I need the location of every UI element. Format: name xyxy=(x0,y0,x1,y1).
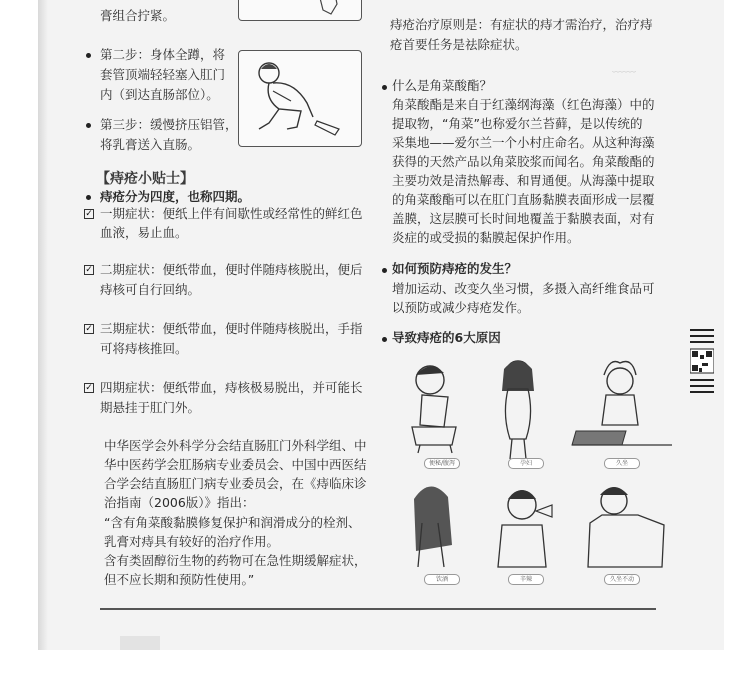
step2-line2: 套管顶端轻轻塞入肛门 xyxy=(100,67,226,82)
tips-title: 【痔疮小贴士】 xyxy=(96,171,194,187)
degree1-line1: 一期症状：便纸上伴有间歇性或经常性的鲜红色 xyxy=(100,206,363,221)
guideline-line1: 中华医学会外科学分会结直肠肛门外科学组、中 xyxy=(104,438,367,453)
degree1-line2: 血液，易止血。 xyxy=(100,225,188,240)
guideline-line6: 乳膏对痔具有较好的治疗作用。 xyxy=(104,534,280,549)
intro-line: 膏组合拧紧。 xyxy=(100,8,176,23)
cause-caption-6: 久坐不动 xyxy=(604,574,640,585)
step3-line2: 将乳膏送入直肠。 xyxy=(100,137,201,152)
q1-body-8: 炎症的或受损的黏膜起保护作用。 xyxy=(392,230,580,245)
q1-bullet xyxy=(382,85,387,90)
hand-figure-icon xyxy=(239,0,361,20)
degree4-line2: 期悬挂于肛门外。 xyxy=(100,400,201,415)
squat-figure-icon xyxy=(239,51,361,146)
guideline-line2: 华中医药学会肛肠病专业委员会、中国中西医结 xyxy=(104,457,367,472)
guideline-line8: 但不应长期和预防性使用。” xyxy=(104,572,255,587)
q1-body-7: 盖膜，这层膜可长时间地覆盖于黏膜表面，对有 xyxy=(392,211,655,226)
insert-illustration xyxy=(238,0,362,21)
guideline-line3: 合学会结直肠肛门病专业委员会，在《痔临床诊 xyxy=(104,476,367,491)
q1-body-2: 提取物，“角菜”也称爱尔兰苔藓，是以传统的 xyxy=(392,116,643,131)
guideline-line4: 治指南（2006版）》指出： xyxy=(104,495,255,510)
q1-body-4: 获得的天然产品以角菜胶浆而闻名。角菜酸酯的 xyxy=(392,154,655,169)
checkbox-icon: ✓ xyxy=(85,209,93,219)
cause-caption-2: 孕妇 xyxy=(508,458,544,469)
step2-line1: 第二步：身体全蹲，将 xyxy=(100,47,226,62)
principle-line1: 痔疮治疗原则是：有症状的痔才需治疗，治疗痔 xyxy=(390,17,653,32)
q1-title: 什么是角菜酸酯？ xyxy=(392,78,493,93)
tips-subtitle: 痔疮分为四度，也称四期。 xyxy=(100,189,251,204)
q1-body-6: 的角菜酸酯可以在肛门直肠黏膜表面形成一层覆 xyxy=(392,192,655,207)
tips-bullet xyxy=(86,195,91,200)
cause-caption-5: 辛辣 xyxy=(508,574,544,585)
q1-body-1: 角菜酸酯是来自于红藻纲海藻（红色海藻）中的 xyxy=(392,97,655,112)
squat-illustration xyxy=(238,50,362,147)
q1-body-5: 主要功效是清热解毒、和胃通便。从海藻中提取 xyxy=(392,173,655,188)
guideline-line7: 含有类固醇衍生物的药物可在急性期缓解症状， xyxy=(104,553,367,568)
pregnant-woman-icon xyxy=(502,361,534,459)
drinking-woman-icon xyxy=(414,486,452,567)
office-worker-icon xyxy=(572,362,672,446)
degree3-line1: 三期症状：便纸带血，便时伴随痔核脱出，手指 xyxy=(100,321,363,336)
guideline-line5: “含有角菜酸黏膜修复保护和润滑成分的栓剂、 xyxy=(104,515,361,530)
page-footer-mark xyxy=(120,636,160,650)
toilet-figure-icon xyxy=(412,366,456,453)
q2-body-1: 增加运动、改变久坐习惯，多摄入高纤维食品可 xyxy=(392,281,655,296)
degree2-line1: 二期症状：便纸带血，便时伴随痔核脱出，便后 xyxy=(100,262,363,277)
principle-line2: 疮首要任务是祛除症状。 xyxy=(390,37,528,52)
checkbox-icon: ✓ xyxy=(85,324,93,334)
cause-caption-4: 饮酒 xyxy=(424,574,460,585)
eating-man-icon xyxy=(498,490,552,567)
q1-body-3: 采集地——爱尔兰一个小村庄命名。从这种海藻 xyxy=(392,135,655,150)
step3-line1: 第三步：缓慢挤压铝管， xyxy=(100,117,238,132)
degree2-line2: 痔核可自行回纳。 xyxy=(100,282,201,297)
cause-caption-3: 久坐 xyxy=(604,458,640,469)
q3-bullet xyxy=(382,337,387,342)
cause-caption-1: 便秘/腹泻 xyxy=(424,458,460,469)
q2-body-2: 以预防或减少痔疮发作。 xyxy=(392,300,530,315)
page-shadow xyxy=(38,0,48,650)
step2-line3: 内（到达直肠部位）。 xyxy=(100,87,219,102)
q2-title: 如何预防痔疮的发生？ xyxy=(392,261,518,276)
q2-bullet xyxy=(382,268,387,273)
q3-title: 导致痔疮的6大原因 xyxy=(392,330,501,345)
checkbox-icon: ✓ xyxy=(85,265,93,275)
bottom-divider xyxy=(100,608,656,610)
step2-bullet xyxy=(86,53,91,58)
causes-illustration xyxy=(392,355,682,585)
degree4-line1: 四期症状：便纸带血，痔核极易脱出，并可能长 xyxy=(100,380,363,395)
step3-bullet xyxy=(86,123,91,128)
checkbox-icon: ✓ xyxy=(85,383,93,393)
sofa-man-icon xyxy=(588,487,664,567)
degree3-line2: 可将痔核推回。 xyxy=(100,341,188,356)
qr-code-icon xyxy=(690,325,714,405)
bottom-margin xyxy=(0,650,750,696)
bleed-mark: ﹏﹏ xyxy=(612,60,637,74)
